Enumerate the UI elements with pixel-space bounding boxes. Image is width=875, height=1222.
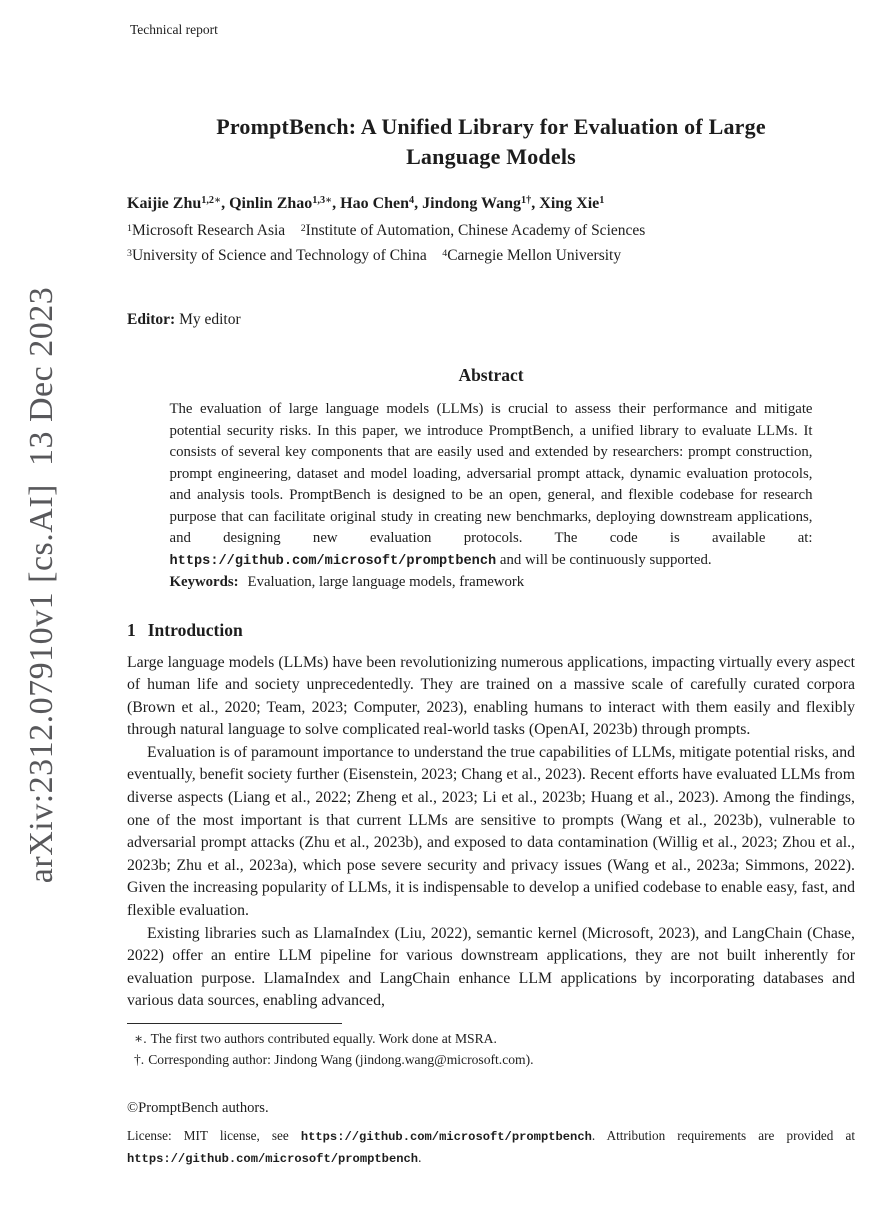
editor-label: Editor:	[127, 311, 176, 328]
introduction-section	[127, 652, 855, 1014]
copyright-line: ©PromptBench authors.	[127, 1100, 269, 1116]
affiliation-line-1	[127, 218, 855, 243]
abstract-text	[170, 399, 813, 572]
intro-paragraph-2: Evaluation is of paramount importance to understand the true capabilities of LLMs, mitigate potential risks, and eventually, benefit society further (Eisenstein, 2023; Chang et al., 2023). Recent efforts have evaluated LLMs from diverse aspects (Liang et al., 2022; Zheng et al., 2023; Li et al., 2023b; Huang et al., 2023). Among the findings, one of the most important is that current LLMs are sensitive to prompts (Wang et al., 2023b), vulnerable to adversarial prompt attacks (Zhu et al., 2023b), and exposed to data contamination (Willig et al., 2023; Zhou et al., 2023b; Zhu et al., 2023a), which pose severe security and privacy issues (Wang et al., 2023a; Simmons, 2022). Given the increasing popularity of LLMs, it is indispensable to develop a unified codebase to enable easy, fast, and flexible evaluation.	[127, 743, 855, 920]
text-run: Xing Xie	[539, 195, 600, 212]
footnote-rule	[127, 1023, 342, 1024]
footnote-marker-dagger: †.	[134, 1051, 145, 1067]
section-title: Introduction	[147, 619, 243, 640]
footnote-text: Corresponding author: Jindong Wang (jindong.wang@microsoft.com).	[148, 1051, 534, 1067]
text-run: Hao Chen	[340, 195, 410, 212]
promptbench-repo-link[interactable]: https://github.com/microsoft/promptbench	[169, 553, 497, 569]
superscript: 1	[599, 195, 605, 207]
license-line	[127, 1126, 855, 1169]
text-run: Institute of Automation, Chinese Academy of Sciences	[305, 222, 646, 239]
paper-title	[141, 112, 841, 172]
author-line	[127, 193, 855, 215]
text-run: Kaijie Zhu	[127, 195, 202, 212]
keywords-value: Evaluation, large language models, framework	[247, 574, 525, 590]
paper-title-line-2: Language Models	[406, 144, 576, 169]
text-run: License: MIT license, see	[127, 1128, 301, 1143]
superscript: 1,2∗	[201, 195, 222, 207]
affiliation-line-2	[127, 243, 855, 268]
paper-body	[127, 0, 855, 1169]
arxiv-stamp: arXiv:2312.07910v1 [cs.AI] 13 Dec 2023	[23, 286, 60, 884]
intro-paragraph-3: Existing libraries such as LlamaIndex (Liu, 2022), semantic kernel (Microsoft, 2023), and LangChain (Chase, 2022) offer an entire LLM pipeline for various downstream applications, they are not built inherently for evaluation purpose. LlamaIndex and LangChain enhance LLM applications by incorporating databases and various data sources, enabling advanced,	[127, 924, 855, 1010]
superscript: 4	[409, 195, 415, 207]
text-run	[285, 222, 301, 239]
text-run: Microsoft Research Asia	[131, 222, 286, 239]
text-run: ,	[221, 195, 230, 212]
footnote-equal-contribution	[134, 1029, 855, 1050]
footnotes	[127, 1029, 855, 1070]
text-run: ,	[531, 195, 540, 212]
superscript: 3	[127, 247, 132, 259]
text-run: .	[418, 1149, 422, 1165]
footnote-corresponding-author	[134, 1050, 855, 1071]
text-run: The evaluation of large language models (LLMs) is crucial to assess their performance and mitigate potential security risks. In this paper, we introduce PromptBench, a unified library to evaluate LLMs. It consists of several key components that are easily used and extended by researchers: prompt construction, prompt engineering, dataset and model loading, adversarial prompt attack, dynamic evaluation protocols, and analysis tools. PromptBench is designed to be an open, general, and flexible codebase for research purpose that can facilitate original study in creating new benchmarks, deploying downstream applications, and designing new evaluation protocols. The code is available at:	[169, 401, 813, 546]
text-run: . Attribution requirements are provided at	[591, 1128, 855, 1143]
section-number: 1	[127, 619, 136, 640]
text-run: Qinlin Zhao	[229, 195, 313, 212]
text-run: and will be continuously supported.	[496, 551, 712, 568]
footnote-marker-asterisk: ∗.	[134, 1031, 147, 1046]
superscript: 1,3∗	[312, 195, 333, 207]
text-run: Jindong Wang	[422, 195, 522, 212]
editor-line	[127, 310, 855, 330]
superscript: 2	[300, 222, 306, 234]
footnote-text: The first two authors contributed equally. Work done at MSRA.	[150, 1031, 497, 1046]
superscript: 4	[442, 247, 448, 259]
abstract-heading: Abstract	[458, 365, 524, 385]
keywords-line	[170, 572, 813, 594]
superscript: 1	[127, 222, 132, 234]
section-heading-introduction	[127, 618, 855, 642]
intro-paragraph-1: Large language models (LLMs) have been revolutionizing numerous applications, impacting virtually every aspect of human life and society unprecedentedly. They are trained on a massive scale of carefully curated corpora (Brown et al., 2020; Team, 2023; Computer, 2023), enabling humans to interact with them easily and flexibly through natural language to solve complicated real-world tasks (OpenAI, 2023b) through prompts.	[127, 653, 855, 739]
text-run: Carnegie Mellon University	[447, 247, 622, 264]
promptbench-repo-link[interactable]: https://github.com/microsoft/promptbench	[127, 1151, 419, 1166]
superscript: 1†	[521, 195, 532, 207]
editor-value: My editor	[179, 311, 241, 328]
keywords-label: Keywords:	[169, 574, 239, 590]
promptbench-repo-link[interactable]: https://github.com/microsoft/promptbench	[300, 1130, 592, 1144]
text-run	[427, 247, 443, 264]
text-run: ,	[414, 195, 423, 212]
text-run: University of Science and Technology of China	[131, 247, 427, 264]
paper-title-line-1: PromptBench: A Unified Library for Evaluation of Large	[216, 114, 766, 139]
text-run: ,	[332, 195, 341, 212]
affiliations	[127, 218, 855, 268]
running-header: Technical report	[130, 22, 218, 37]
